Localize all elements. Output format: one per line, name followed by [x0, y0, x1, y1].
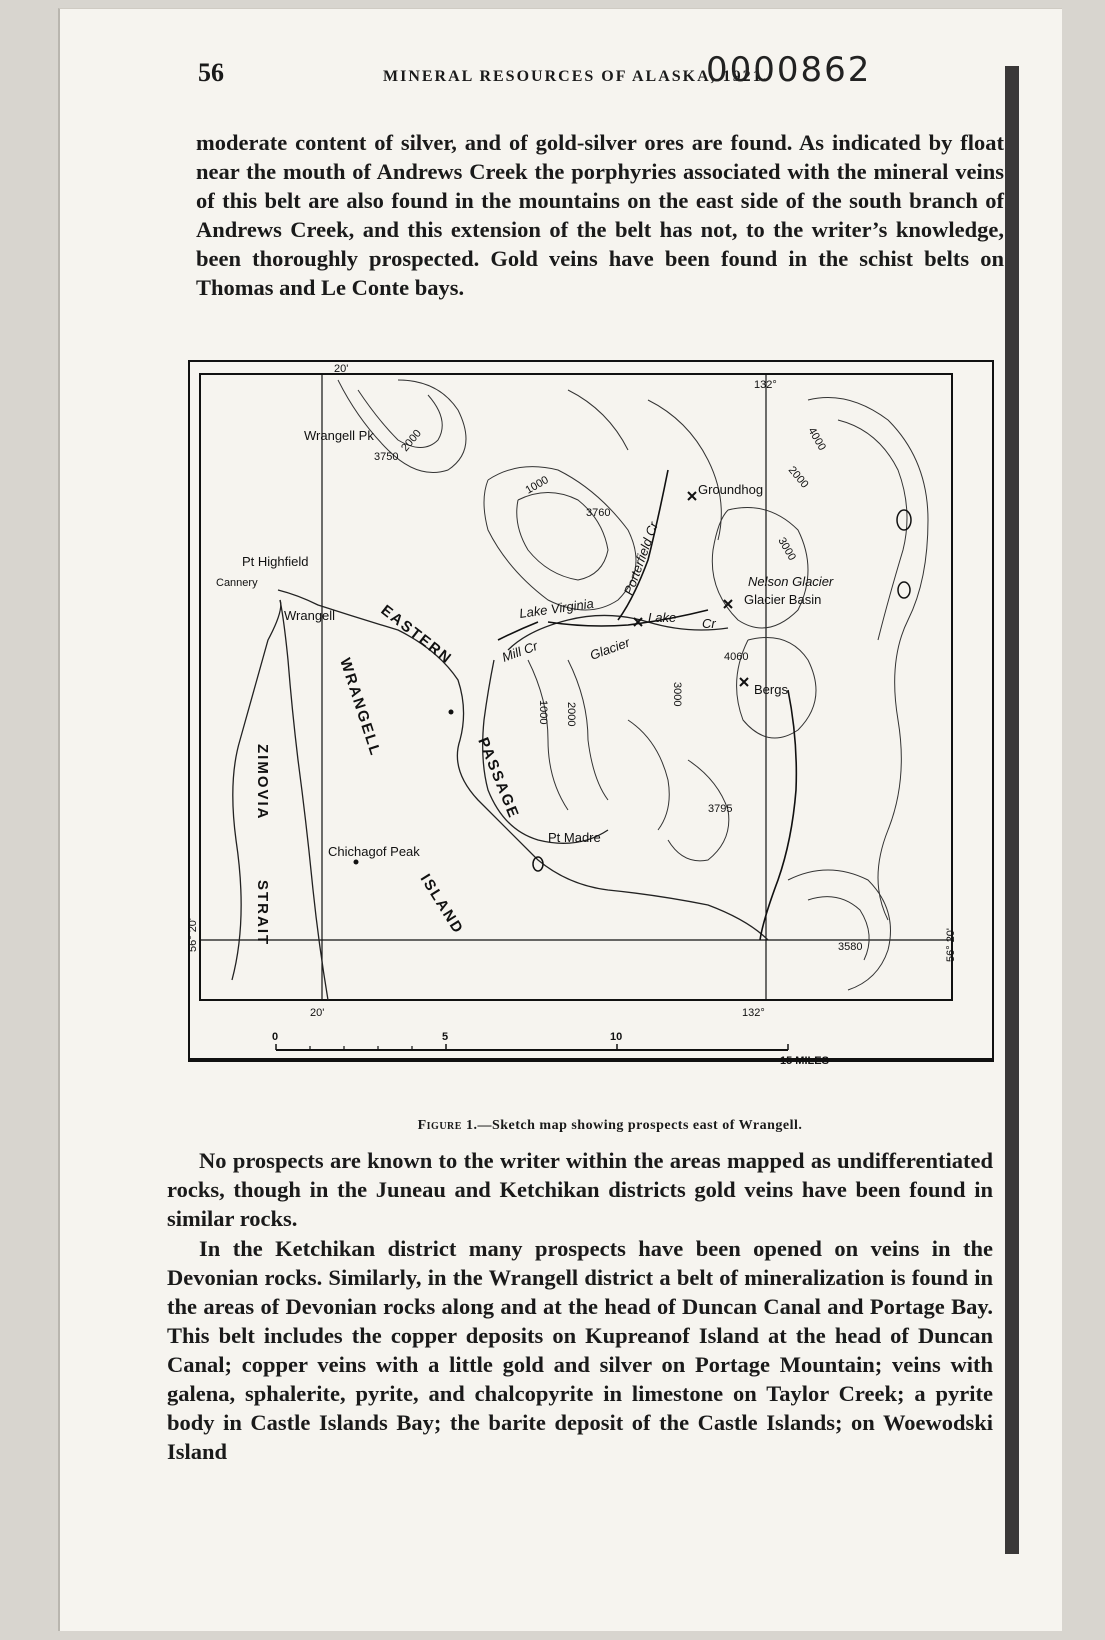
water-label: EASTERN	[377, 601, 456, 668]
graticule-label: 56° 20'	[945, 927, 957, 962]
elevation-label: 2000	[785, 464, 811, 491]
elevation-label: 3750	[374, 451, 399, 463]
place-label: Nelson Glacier	[748, 574, 834, 589]
place-label: Cannery	[216, 577, 258, 589]
contour	[517, 493, 611, 581]
place-label: Groundhog	[698, 482, 764, 497]
graticule-label: 56° 20'	[188, 917, 199, 952]
elevation-label: 3795	[708, 803, 733, 815]
prospect-mark	[740, 678, 748, 686]
graticule-label: 132°	[754, 379, 777, 391]
graticule-label: 132°	[742, 1007, 765, 1019]
prospect-mark	[688, 492, 696, 500]
mill-creek	[498, 622, 538, 640]
elevation-label: 4000	[805, 425, 829, 453]
contour	[568, 660, 608, 800]
contour	[568, 390, 628, 450]
paragraph-1: moderate content of silver, and of gold-silver ores are found. As indicated by float near the mouth of Andrews Creek the porphyries associated with the mineral veins of this belt are also found in the mountains on the east side of the south branch of Andrews Creek, and this extension of the belt has not, to the writer’s knowledge, been thoroughly prospected. Gold veins have been found in the schist belts on Thomas and Le Conte bays.	[196, 130, 1004, 300]
paragraph-2: No prospects are known to the writer within the areas mapped as undifferentiated rocks, though in the Juneau and Ketchikan districts gold veins have been found in similar rocks.	[167, 1148, 993, 1231]
contour	[484, 467, 636, 610]
place-label: Porterfield Cr	[620, 519, 662, 598]
elevation-label: 3580	[838, 941, 863, 953]
place-label: Lake	[648, 610, 677, 625]
contour	[712, 508, 808, 629]
scale-label: 5	[442, 1031, 449, 1043]
graticule-label: 20'	[310, 1007, 325, 1019]
water-label: ZIMOVIA	[254, 744, 271, 821]
point-marker	[354, 860, 359, 865]
map-svg	[188, 360, 994, 1080]
sketch-map	[188, 360, 994, 1080]
contour	[528, 660, 568, 810]
binding-edge	[1005, 66, 1019, 1554]
archive-stamp: 0000862	[706, 50, 872, 90]
eastern-passage-south-shore	[483, 660, 608, 843]
elevation-label: 1000	[523, 473, 551, 497]
scale-label: 15 MILES	[780, 1055, 829, 1067]
contour	[628, 720, 669, 830]
page-header	[198, 50, 998, 94]
place-label: Wrangell	[284, 608, 336, 623]
water-label: PASSAGE	[474, 735, 523, 822]
contours	[338, 380, 928, 990]
contour	[808, 398, 928, 921]
place-label: Cr	[702, 616, 716, 631]
page-number: 56	[198, 58, 224, 87]
place-label: Pt Highfield	[242, 554, 309, 569]
place-label: Pt Madre	[548, 830, 601, 845]
elevation-label: 3000	[671, 682, 683, 707]
place-label: Glacier Basin	[744, 592, 822, 607]
water-label: ISLAND	[416, 871, 467, 938]
elevation-label: 2000	[565, 702, 577, 727]
contour	[648, 400, 721, 540]
elevation-label: 4060	[724, 651, 749, 663]
elevation-label: 1000	[537, 700, 549, 725]
scale-label: 0	[272, 1031, 279, 1043]
scale-label: 10	[610, 1031, 623, 1043]
water-label: WRANGELL	[336, 655, 385, 759]
place-label: Wrangell Pk	[304, 428, 374, 443]
paragraph-3: In the Ketchikan district many prospects have been opened on veins in the Devonian rocks. Similarly, in the Wrangell district a belt of mineralization is found in the areas of Devonian rocks along and at the head of Duncan Canal and Portage Bay. This belt includes the copper deposits on Kupreanof Island at the head of Duncan Canal; copper veins with a little gold and silver on Portage Mountain; veins with galena, sphalerite, pyrite, and chalcopyrite in limestone on Taylor Creek; a pyrite body in Castle Islands Bay; the barite deposit of the Castle Islands; on Woewodski Island	[167, 1236, 993, 1464]
elevation-label: 2000	[399, 427, 425, 454]
elevation-label: 3000	[775, 535, 799, 563]
place-label: Bergs	[754, 682, 788, 697]
water-label: STRAIT	[254, 880, 271, 947]
contour	[338, 380, 466, 473]
map-inner-frame	[200, 374, 952, 1000]
place-label: Lake Virginia	[518, 595, 595, 621]
running-title: MINERAL RESOURCES OF ALASKA, 1921.	[383, 68, 769, 85]
lake-marker	[897, 510, 911, 530]
place-label: Chichagof Peak	[328, 844, 420, 859]
caption-label: Figure 1.	[417, 1118, 478, 1133]
caption-text: —Sketch map showing prospects east of Wrangell.	[477, 1118, 803, 1133]
lake-marker	[898, 582, 910, 598]
figure-caption	[250, 1118, 970, 1134]
elevation-label: 3760	[586, 507, 611, 519]
place-label: Glacier	[587, 634, 632, 663]
place-label: Mill Cr	[499, 638, 540, 665]
contour	[788, 870, 891, 990]
map-outer-frame	[188, 360, 994, 1060]
contour	[838, 420, 907, 640]
graticule-label: 20'	[334, 363, 349, 375]
point-marker	[449, 710, 454, 715]
